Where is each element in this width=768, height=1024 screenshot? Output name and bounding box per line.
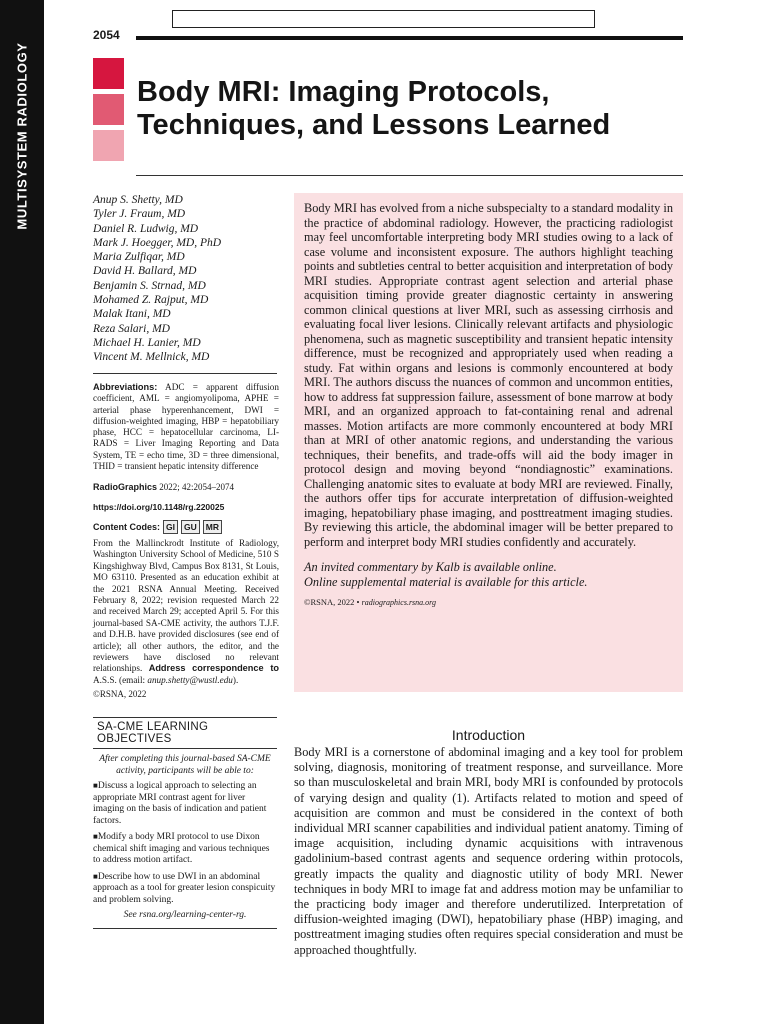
section-sidebar xyxy=(0,0,44,1024)
square-bullet-icon: ■ xyxy=(93,871,98,881)
copyright-left: ©RSNA, 2022 xyxy=(93,689,147,699)
article-title xyxy=(137,76,682,142)
objective-text: Discuss a logical approach to selecting an appropriate MRI contrast agent for liver imaging on the basis of indication and patient factors. xyxy=(93,781,267,826)
journal-citation xyxy=(93,482,234,492)
author: Anup S. Shetty, MD xyxy=(93,194,183,206)
header-rule xyxy=(136,36,683,40)
square-bullet-icon: ■ xyxy=(93,832,98,841)
accent-square-dark xyxy=(93,58,124,89)
introduction-heading: Introduction xyxy=(451,727,526,743)
accent-square-light xyxy=(93,130,124,161)
abbreviations-text: ADC = apparent diffusion coefficient, AML = angiomyolipoma, APHE = arterial phase hyperenhancement, DWI = diffusion-weighted imaging, HBP = hepatobiliary phase, HCC = hepatocellular carcinoma, LI-RADS = Liver Imaging Reporting and Data System, TE = echo time, 3D = three dimensional, THID = transient hepatic intensity difference xyxy=(93,382,279,472)
objective-item xyxy=(93,780,277,827)
content-code-badge: MR xyxy=(203,520,222,534)
abbreviations-label: Abbreviations: xyxy=(93,382,158,392)
abbreviations xyxy=(93,382,279,472)
content-codes-label: Content Codes: xyxy=(93,522,160,532)
author: Benjamin S. Strnad, MD xyxy=(93,279,206,292)
learning-objectives xyxy=(93,717,277,929)
abstract-text: Body MRI has evolved from a niche subspecialty to a standard modality in the practice of abdominal radiology. However, the practicing radiologist may feel uncomfortable interpreting body MRI studies owing to a lack of case volume and inconsistent exposure. The authors highlight teaching points and subtleties central to better acquisition and interpretation of body MRI studies. Appropriate contrast agent selection and arterial phase acquisition timing provide greater diagnostic certainty in answering common clinical questions at liver MRI, such as assessing cirrhosis and evaluating focal liver lesions. Clinically relevant artifacts and physiologic phenomena, such as magnetic susceptibility and transient hepatic intensity difference, must be recognized and appropriately used when reading a study. Fat within organs and lesions is commonly encountered at body MRI. The authors discuss the nuances of common and uncommon entities, how to address fat suppression failure, assessment of bone marrow at body MRI, and an organized approach to fat-containing renal and adrenal masses. Motion artifacts are more commonly encountered at body MRI than at MRI of other anatomic regions, and understanding the various techniques, their benefits, and trade-offs will aid the body imager in protocol design and moving beyond “nondiagnostic” examinations. Challenging anatomic sites to evaluate at body MRI are reviewed. Finally, the authors offer tips for accurate interpretation of diffusion-weighted imaging, hepatobiliary phase imaging, and posttreatment imaging studies. By reviewing this article, the abdominal imager will be better prepared to perform and interpret body MRI studies confidently and accurately. xyxy=(304,201,673,549)
objectives-bottom-rule xyxy=(93,928,277,929)
abstract-box xyxy=(294,193,683,692)
header-box xyxy=(172,10,595,28)
objective-text: Describe how to use DWI in an abdominal approach as a tool for greater lesion conspicuity and problem solving. xyxy=(93,871,276,905)
content-code-badge: GI xyxy=(163,520,178,534)
affiliation-text: From the Mallinckrodt Institute of Radiology, Washington University School of Medicine, 510 S Kingshighway Blvd, Campus Box 8131, St Louis, MO 63110. Presented as an education exhibit at the 2021 RSNA Annual Meeting. Received February 8, 2022; revision requested March 22 and received March 29; accepted April 5. For this journal-based SA-CME activity, the authors T.J.F. and D.H.B. have provided disclosures (see end of article); all other authors, the editor, and the reviewers have disclosed no relevant relationships. xyxy=(93,538,279,674)
correspondence-label: Address correspondence to xyxy=(148,663,279,674)
abstract-copyright-text: ©RSNA, 2022 • xyxy=(304,597,362,607)
author: Daniel R. Ludwig, MD xyxy=(93,222,199,235)
commentary-note: An invited commentary by Kalb is available online. xyxy=(304,560,557,574)
abstract-notes xyxy=(304,560,673,589)
objective-item xyxy=(93,871,277,907)
correspondence-email[interactable]: anup.shetty@wustl.edu xyxy=(147,674,233,685)
title-rule xyxy=(136,175,683,176)
journal-website-link[interactable]: radiographics.rsna.org xyxy=(361,598,436,607)
author: Maria Zulfiqar, MD xyxy=(93,251,185,264)
accent-square-medium xyxy=(93,94,124,125)
author: Malak Itani, MD xyxy=(93,308,171,321)
journal-name: RadioGraphics xyxy=(93,482,158,492)
author: Reza Salari, MD xyxy=(93,322,170,335)
doi-link[interactable]: https://doi.org/10.1148/rg.220025 xyxy=(93,502,225,512)
abstract-copyright xyxy=(304,597,673,607)
objectives-link[interactable]: See rsna.org/learning-center-rg. xyxy=(123,910,247,920)
content-codes xyxy=(93,520,222,534)
author: Vincent M. Mellnick, MD xyxy=(93,351,210,364)
supplemental-note: Online supplemental material is available for this article. xyxy=(304,574,588,589)
objectives-intro: After completing this journal-based SA-CME activity, participants will be able to: xyxy=(99,754,271,776)
page-number: 2054 xyxy=(93,28,120,42)
introduction-text: Body MRI is a cornerstone of abdominal imaging and a key tool for problem solving, diagnosis, monitoring of treatment response, and surveillance. More so than musculoskeletal and brain MRI, body MRI is confounded by protocols of varying design and quality (1). Artifacts related to motion and speed of acquisition are common and must be considered in the context of both individual MRI scanner capabilities and individual patient anatomy. Timing of image acquisition, including dynamic acquisitions with intravenous gadolinium-based contrast agents and sequence ordering within protocols, greatly impacts the quality and diagnostic utility of body MRI. Newer techniques in body MRI to image fat and address motion may be unfamiliar to the practicing body imager and therefore underutilized. Interpretation of diffusion-weighted imaging (DWI), hepatobiliary phase (HBP) imaging, and posttreatment imaging studies often requires special consideration and must be approached thoughtfully. xyxy=(294,745,683,957)
author: Michael H. Lanier, MD xyxy=(93,336,201,349)
square-bullet-icon: ■ xyxy=(93,781,98,790)
author-list xyxy=(93,193,221,365)
section-label: MULTISYSTEM RADIOLOGY xyxy=(14,42,30,230)
authors-rule xyxy=(93,373,277,374)
correspondence-text: A.S.S. (email: xyxy=(93,674,148,685)
journal-volume: 2022; 42:2054–2074 xyxy=(157,482,235,492)
objectives-heading: SA-CME LEARNING OBJECTIVES xyxy=(93,717,277,749)
objective-text: Modify a body MRI protocol to use Dixon chemical shift imaging and various techniques to address motion artifact. xyxy=(93,832,270,865)
objective-item xyxy=(93,831,277,867)
author: Tyler J. Fraum, MD xyxy=(93,208,186,221)
author: Mark J. Hoegger, MD, PhD xyxy=(93,236,222,249)
title-line-2: Techniques, and Lessons Learned xyxy=(137,109,611,141)
content-code-badge: GU xyxy=(181,520,200,534)
correspondence-closing: ). xyxy=(232,674,239,685)
author: David H. Ballard, MD xyxy=(93,265,197,278)
author: Mohamed Z. Rajput, MD xyxy=(93,294,209,307)
affiliation xyxy=(93,538,279,686)
title-line-1: Body MRI: Imaging Protocols, xyxy=(137,76,550,108)
